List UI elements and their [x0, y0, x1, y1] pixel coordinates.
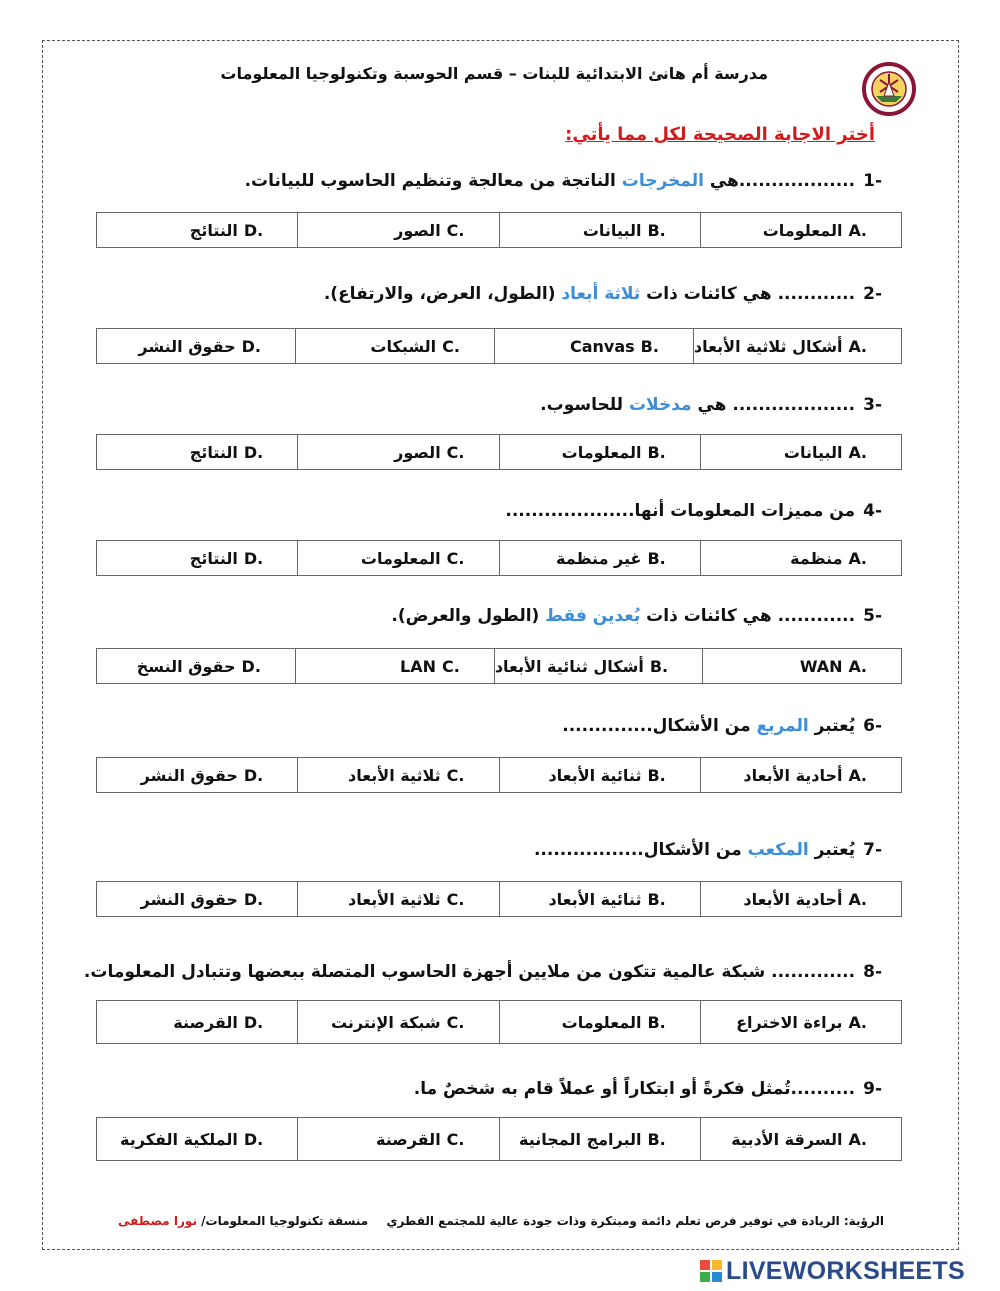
answer-row-6: [96, 757, 902, 793]
question-text: هي: [703, 171, 739, 191]
question-text: شبكة عالمية تتكون من ملايين أجهزة الحاسوب المتصلة ببعضها وتتبادل المعلومات.: [83, 962, 772, 982]
option-text: الصور: [394, 442, 441, 462]
option-text: حقوق النشر: [140, 765, 238, 785]
question-text: من مميزات المعلومات أنها....................: [505, 501, 856, 521]
option-letter: .B: [647, 765, 666, 785]
qatar-emblem-icon: [862, 58, 916, 120]
answer-option-a[interactable]: [700, 435, 901, 469]
option-letter: .B: [647, 442, 666, 462]
option-text: النتائج: [189, 548, 238, 568]
answer-option-d[interactable]: [97, 435, 297, 469]
question-number: -7: [863, 840, 882, 860]
brand-name: LIVEWORKSHEETS: [726, 1256, 965, 1285]
question-keyword: المكعب: [747, 840, 809, 860]
option-text: القرصنة: [173, 1012, 238, 1032]
question-text: هي كائنات ذات: [640, 606, 778, 626]
liveworksheets-logo-icon: [700, 1260, 722, 1282]
liveworksheets-brand[interactable]: [700, 1256, 965, 1286]
answer-blank: ..................: [738, 171, 856, 191]
option-text: حقوق النشر: [140, 889, 238, 909]
answer-option-c[interactable]: [295, 329, 494, 363]
option-letter: .A: [848, 548, 867, 568]
question-text: هي كائنات ذات: [640, 284, 778, 304]
answer-option-b[interactable]: [499, 1118, 700, 1160]
option-letter: .C: [446, 1012, 465, 1032]
answer-blank: ............: [777, 284, 856, 304]
option-letter: .B: [647, 1012, 666, 1032]
answer-option-c[interactable]: [295, 649, 494, 683]
option-text: المعلومات: [762, 220, 843, 240]
answer-row-7: [96, 881, 902, 917]
question-number: -2: [863, 284, 882, 304]
option-text: أشكال ثلاثية الأبعاد: [693, 336, 843, 356]
option-text: البيانات: [582, 220, 642, 240]
question-text: يُعتبر: [808, 716, 856, 736]
option-letter: .A: [848, 1129, 867, 1149]
answer-option-d[interactable]: [97, 329, 295, 363]
footer-vision: الرؤية: الريادة في توفير فرص تعلم دائمة ومبتكرة وذات جودة عالية للمجتمع القطري: [386, 1214, 884, 1228]
answer-option-d[interactable]: [97, 541, 297, 575]
option-text: المعلومات: [561, 442, 642, 462]
question-keyword: المربع: [756, 716, 809, 736]
question-8: [84, 962, 882, 982]
question-7: [534, 840, 882, 860]
option-text: القرصنة: [376, 1129, 441, 1149]
option-text: البرامج المجانية: [519, 1129, 642, 1149]
question-text: (الطول والعرض).: [391, 606, 546, 626]
option-letter: .C: [446, 1129, 465, 1149]
answer-option-a[interactable]: [700, 1118, 901, 1160]
question-keyword: ثلاثة أبعاد: [561, 284, 641, 304]
option-letter: .D: [241, 656, 261, 676]
option-text: براءة الاختراع: [736, 1012, 843, 1032]
option-text: النتائج: [189, 442, 238, 462]
question-number: -5: [863, 606, 882, 626]
option-letter: .A: [848, 1012, 867, 1032]
answer-option-b[interactable]: [499, 213, 700, 247]
question-text: تُمثل فكرةً أو ابتكاراً أو عملاً قام به شخصٌ ما.: [413, 1079, 791, 1099]
answer-option-c[interactable]: [297, 882, 498, 916]
option-letter: .D: [243, 889, 264, 909]
option-text: الشبكات: [370, 336, 437, 356]
option-letter: .D: [243, 1012, 264, 1032]
question-keyword: مدخلات: [628, 395, 692, 415]
question-number: -6: [863, 716, 882, 736]
question-text: من الأشكال.................: [533, 840, 748, 860]
option-text: غير منظمة: [556, 548, 642, 568]
question-text: (الطول، العرض، والارتفاع).: [323, 284, 562, 304]
option-text: البيانات: [783, 442, 843, 462]
option-text: LAN: [400, 656, 436, 676]
answer-blank: ..........: [790, 1079, 856, 1099]
option-letter: .A: [848, 765, 867, 785]
footer-coordinator: [118, 1214, 368, 1228]
answer-blank: .............: [771, 962, 856, 982]
option-text: حقوق النشر: [138, 336, 236, 356]
question-4: [505, 501, 882, 521]
question-keyword: بُعدين فقط: [545, 606, 641, 626]
option-letter: .D: [243, 548, 264, 568]
option-letter: .C: [446, 442, 465, 462]
option-letter: .B: [647, 220, 666, 240]
option-letter: .D: [243, 1129, 264, 1149]
option-text: الملكية الفكرية: [120, 1129, 238, 1149]
option-letter: .B: [647, 1129, 666, 1149]
option-text: أحادية الأبعاد: [743, 765, 843, 785]
option-text: السرقة الأدبية: [731, 1129, 843, 1149]
coordinator-label: منسقة تكنولوجيا المعلومات/: [196, 1214, 369, 1228]
answer-row-3: [96, 434, 902, 470]
option-text: ثلاثية الأبعاد: [348, 889, 441, 909]
answer-option-b[interactable]: [499, 1001, 700, 1043]
answer-option-a[interactable]: [693, 329, 901, 363]
option-letter: .C: [441, 656, 460, 676]
question-text: من الأشكال..............: [562, 716, 757, 736]
answer-option-b[interactable]: [494, 649, 702, 683]
option-letter: .A: [848, 442, 867, 462]
answer-option-c[interactable]: [297, 1118, 498, 1160]
answer-option-c[interactable]: [297, 435, 498, 469]
coordinator-name: نورا مصطفى: [118, 1214, 197, 1228]
answer-option-a[interactable]: [700, 1001, 901, 1043]
answer-row-9: [96, 1117, 902, 1161]
answer-option-a[interactable]: [700, 213, 901, 247]
option-text: شبكة الإنترنت: [330, 1012, 441, 1032]
answer-option-c[interactable]: [297, 213, 498, 247]
answer-option-c[interactable]: [297, 1001, 498, 1043]
option-letter: .C: [446, 889, 465, 909]
answer-option-a[interactable]: [702, 649, 901, 683]
answer-option-d[interactable]: [97, 1118, 297, 1160]
instruction-title: أختر الاجابة الصحيحة لكل مما يأتي:: [565, 124, 875, 145]
option-letter: .B: [649, 656, 669, 676]
option-text: المعلومات: [360, 548, 441, 568]
question-text: الناتجة من معالجة وتنظيم الحاسوب للبيانات.: [244, 171, 622, 191]
question-number: -8: [863, 962, 882, 982]
option-text: ثنائية الأبعاد: [548, 889, 642, 909]
answer-blank: ............: [777, 606, 856, 626]
question-text: هي: [691, 395, 733, 415]
answer-option-b[interactable]: [499, 758, 700, 792]
question-5: [391, 606, 882, 626]
option-letter: .B: [647, 548, 666, 568]
answer-row-4: [96, 540, 902, 576]
answer-option-d[interactable]: [97, 649, 295, 683]
question-3: [540, 395, 882, 415]
answer-row-8: [96, 1000, 902, 1044]
option-letter: .C: [446, 220, 465, 240]
question-number: -1: [863, 171, 882, 191]
answer-option-b[interactable]: [494, 329, 693, 363]
answer-option-a[interactable]: [700, 541, 901, 575]
question-6: [562, 716, 882, 736]
option-text: أشكال ثنائية الأبعاد: [494, 656, 644, 676]
question-keyword: المخرجات: [621, 171, 704, 191]
option-text: ثنائية الأبعاد: [548, 765, 642, 785]
option-text: ثلاثية الأبعاد: [348, 765, 441, 785]
question-text: للحاسوب.: [540, 395, 629, 415]
answer-option-d[interactable]: [97, 213, 297, 247]
question-text: يُعتبر: [808, 840, 856, 860]
option-letter: .D: [243, 765, 264, 785]
school-header: مدرسة أم هانئ الابتدائية للبنات – قسم الحوسبة وتكنولوجيا المعلومات: [220, 64, 768, 83]
answer-option-b[interactable]: [499, 882, 700, 916]
option-text: النتائج: [189, 220, 238, 240]
question-number: -4: [863, 501, 882, 521]
option-letter: .D: [243, 442, 264, 462]
answer-row-2: [96, 328, 902, 364]
answer-option-a[interactable]: [700, 758, 901, 792]
option-text: المعلومات: [561, 1012, 642, 1032]
answer-option-b[interactable]: [499, 435, 700, 469]
option-letter: .B: [647, 889, 666, 909]
option-text: Canvas: [569, 336, 635, 356]
option-letter: .C: [446, 765, 465, 785]
answer-option-d[interactable]: [97, 1001, 297, 1043]
question-9: [414, 1079, 882, 1099]
option-text: حقوق النسخ: [136, 656, 236, 676]
option-letter: .A: [848, 336, 867, 356]
option-letter: .C: [446, 548, 465, 568]
question-number: -9: [863, 1079, 882, 1099]
option-text: أحادية الأبعاد: [743, 889, 843, 909]
answer-option-c[interactable]: [297, 541, 498, 575]
option-letter: .D: [243, 220, 264, 240]
question-2: [324, 284, 882, 304]
option-letter: .A: [848, 220, 867, 240]
option-letter: .C: [442, 336, 460, 356]
answer-option-c[interactable]: [297, 758, 498, 792]
answer-row-1: [96, 212, 902, 248]
answer-option-d[interactable]: [97, 758, 297, 792]
question-number: -3: [863, 395, 882, 415]
answer-row-5: [96, 648, 902, 684]
answer-blank: ...................: [732, 395, 856, 415]
option-letter: .D: [241, 336, 261, 356]
option-text: منظمة: [790, 548, 843, 568]
answer-option-d[interactable]: [97, 882, 297, 916]
option-text: WAN: [799, 656, 843, 676]
answer-option-a[interactable]: [700, 882, 901, 916]
option-letter: .A: [848, 889, 867, 909]
option-text: الصور: [394, 220, 441, 240]
option-letter: .A: [848, 656, 867, 676]
option-letter: .B: [640, 336, 659, 356]
answer-option-b[interactable]: [499, 541, 700, 575]
question-1: [245, 171, 882, 191]
